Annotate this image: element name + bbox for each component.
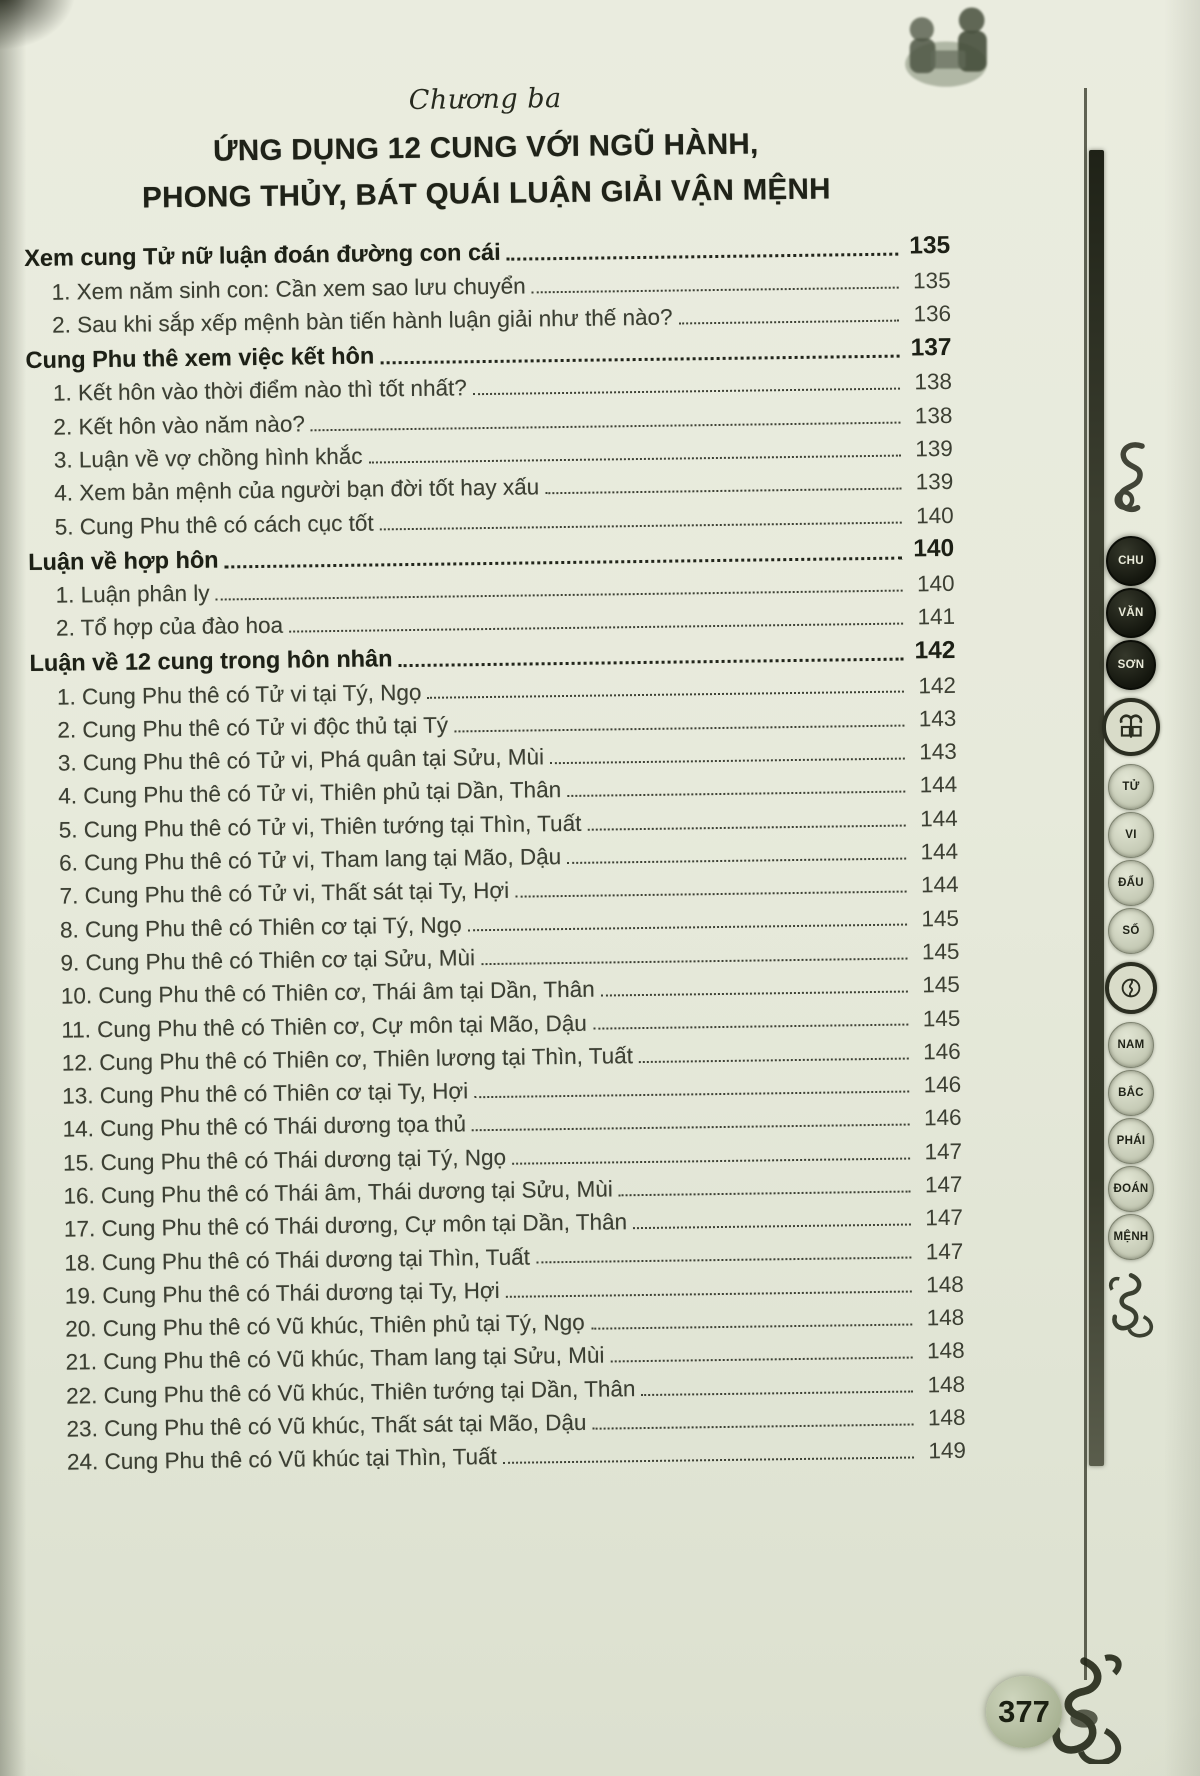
dot-leader	[567, 857, 906, 863]
chapter-label: Chương ba	[408, 82, 562, 116]
dot-leader	[481, 957, 907, 965]
toc-entry-label: 2. Sau khi sắp xếp mệnh bàn tiến hành luận giải như thế nào?	[51, 304, 673, 338]
toc-entry-label: 12. Cung Phu thê có Thiên cơ, Thiên lương tại Thìn, Tuất	[61, 1042, 634, 1076]
toc-entry-label: 9. Cung Phu thê có Thiên cơ tại Sửu, Mùi	[60, 945, 476, 976]
toc-entry-page: 148	[926, 1305, 965, 1331]
dot-leader	[532, 286, 899, 293]
toc-entry-label: 24. Cung Phu thê có Vũ khúc tại Thìn, Tuất	[66, 1444, 498, 1475]
scan-smudge	[0, 0, 86, 58]
toc-entry-page: 143	[918, 705, 957, 732]
dot-leader	[593, 1423, 914, 1429]
chapter-title-line-2: PHONG THỦY, BÁT QUÁI LUẬN GIẢI VẬN MỆNH	[141, 172, 831, 215]
toc-entry-label: 17. Cung Phu thê có Thái dương, Cự môn tại Dần, Thân	[63, 1209, 628, 1242]
toc-entry-page: 140	[916, 570, 955, 597]
toc-entry-label: 4. Xem bản mệnh của người bạn đời tốt hay xấu	[54, 474, 540, 507]
toc-entry-label: Luận về hợp hôn	[28, 546, 219, 575]
toc-entry-page: 135	[909, 232, 951, 260]
chapter-title	[23, 119, 950, 223]
chapter-title-line-1: ỨNG DỤNG 12 CUNG VỚI NGŨ HÀNH,	[212, 127, 759, 168]
spine-badge: TỬ	[1108, 764, 1154, 810]
toc-entry-page: 142	[914, 636, 956, 665]
dot-leader	[503, 1457, 914, 1464]
spine-badge: VI	[1108, 812, 1154, 858]
toc-entry-page: 139	[915, 469, 954, 495]
dot-leader	[545, 488, 901, 495]
toc-entry-page: 138	[914, 369, 953, 395]
dot-leader	[474, 1091, 909, 1099]
spine-badge: SƠN	[1106, 640, 1156, 690]
table-of-contents	[24, 225, 966, 1476]
dot-leader	[601, 991, 908, 997]
spine-badge: ĐẨU	[1108, 860, 1154, 906]
toc-page-content	[22, 78, 966, 1476]
toc-entry-page: 137	[910, 333, 952, 362]
toc-entry-label: 23. Cung Phu thê có Vũ khúc, Thất sát tại Mão, Dậu	[66, 1409, 587, 1442]
dot-leader	[639, 1057, 909, 1063]
dot-leader	[468, 924, 907, 932]
seal-icon	[1102, 698, 1160, 756]
toc-entry-page: 135	[912, 267, 951, 294]
toc-entry-label: 20. Cung Phu thê có Vũ khúc, Thiên phủ tại Tý, Ngọ	[65, 1309, 585, 1342]
dot-leader	[642, 1390, 914, 1396]
toc-entry-label: 3. Cung Phu thê có Tử vi, Phá quân tại Sửu, Mùi	[57, 744, 545, 776]
dot-leader	[610, 1357, 912, 1363]
figures-illustration	[878, 2, 1014, 96]
toc-entry-page: 144	[920, 838, 959, 865]
toc-entry-page: 147	[925, 1205, 964, 1231]
toc-entry-label: 22. Cung Phu thê có Vũ khúc, Thiên tướng tại Dần, Thân	[65, 1375, 636, 1409]
toc-entry-page: 147	[924, 1171, 963, 1198]
dot-leader	[512, 1157, 910, 1164]
toc-entry-label: 3. Luận về vợ chồng hình khắc	[53, 443, 363, 473]
toc-entry-label: Cung Phu thê xem việc kết hôn	[25, 342, 375, 374]
toc-entry-label: Xem cung Tử nữ luận đoán đường con cái	[24, 239, 501, 272]
spine-badge: ĐOÁN	[1108, 1166, 1154, 1212]
toc-entry-label: Luận về 12 cung trong hôn nhân	[29, 645, 393, 677]
toc-entry-page: 144	[920, 872, 959, 898]
spine-badge: BẮC	[1108, 1070, 1154, 1116]
toc-entry-label: 18. Cung Phu thê có Thái dương tại Thìn, Tuất	[64, 1244, 531, 1276]
toc-entry-label: 15. Cung Phu thê có Thái dương tại Tý, Ngọ	[62, 1144, 507, 1176]
toc-entry-label: 11. Cung Phu thê có Thiên cơ, Cự môn tại Mão, Dậu	[61, 1010, 587, 1043]
toc-entry-label: 6. Cung Phu thê có Tử vi, Tham lang tại Mão, Dậu	[58, 844, 562, 876]
toc-entry-page: 146	[923, 1071, 962, 1098]
toc-entry-label: 2. Tổ hợp của đào hoa	[55, 612, 284, 641]
toc-entry-label: 1. Xem năm sinh con: Cần xem sao lưu chuyển	[51, 273, 526, 305]
toc-entry-label: 21. Cung Phu thê có Vũ khúc, Tham lang tại Sửu, Mùi	[65, 1343, 605, 1376]
toc-entry-page: 148	[926, 1271, 964, 1298]
toc-entry-page: 148	[927, 1404, 966, 1431]
toc-entry-page: 145	[922, 1005, 961, 1031]
toc-entry-label: 4. Cung Phu thê có Tử vi, Thiên phủ tại Dần, Thân	[58, 777, 562, 810]
dot-leader	[550, 758, 905, 765]
dot-leader	[591, 1324, 912, 1330]
toc-entry-label: 7. Cung Phu thê có Tử vi, Thất sát tại Ty, Hợi	[59, 878, 510, 909]
dot-leader	[380, 521, 902, 530]
toc-entry-label: 5. Cung Phu thê có Tử vi, Thiên tướng tại Thìn, Tuất	[58, 810, 582, 843]
toc-entry-page: 142	[918, 672, 957, 698]
toc-entry-page: 140	[915, 502, 954, 529]
toc-entry-page: 148	[926, 1338, 965, 1364]
spine-line	[1084, 88, 1087, 1680]
dot-leader	[587, 824, 905, 830]
spine-badge: PHÁI	[1108, 1118, 1154, 1164]
toc-entry-label: 16. Cung Phu thê có Thái âm, Thái dương tại Sửu, Mùi	[63, 1176, 613, 1209]
page-number: 377	[998, 1694, 1050, 1729]
toc-entry-label: 8. Cung Phu thê có Thiên cơ tại Tý, Ngọ	[59, 911, 462, 943]
toc-entry-page: 145	[921, 938, 960, 965]
dot-leader	[507, 253, 899, 261]
series-badges-bottom	[1108, 1022, 1154, 1260]
spine-bar	[1089, 150, 1104, 1466]
toc-entry-label: 2. Cung Phu thê có Tử vi độc thủ tại Tý	[57, 712, 449, 743]
dot-leader	[633, 1224, 911, 1230]
spine-badge-column	[1103, 428, 1159, 1344]
toc-entry-page: 145	[921, 905, 960, 931]
seal-icon	[1105, 962, 1157, 1014]
toc-entry-label: 1. Cung Phu thê có Tử vi tại Tý, Ngọ	[56, 679, 422, 710]
toc-entry-page: 141	[917, 604, 956, 630]
dot-leader	[536, 1257, 911, 1264]
toc-entry-label: 1. Luận phân ly	[55, 580, 210, 608]
spine-badge: VĂN	[1106, 588, 1156, 638]
toc-entry-label: 10. Cung Phu thê có Thiên cơ, Thái âm tại Dần, Thân	[60, 976, 595, 1009]
dot-leader	[567, 791, 905, 797]
spine-badge: CHU	[1106, 536, 1156, 586]
toc-entry-page: 145	[922, 972, 960, 998]
toc-entry-page: 144	[919, 805, 958, 832]
dot-leader	[472, 1124, 910, 1132]
toc-entry-page: 140	[913, 535, 955, 563]
dragon-icon	[1109, 428, 1153, 528]
author-badges	[1106, 536, 1156, 690]
toc-entry-page: 147	[924, 1138, 963, 1165]
dot-leader	[593, 1024, 908, 1030]
dot-leader	[506, 1290, 912, 1297]
toc-entry-page: 139	[915, 435, 953, 462]
dragon-icon	[1104, 1266, 1158, 1344]
dot-leader	[369, 455, 901, 464]
spine-badge: NAM	[1108, 1022, 1154, 1068]
toc-entry-page: 136	[913, 301, 952, 327]
toc-entry-label: 19. Cung Phu thê có Thái dương tại Ty, Hợi	[64, 1277, 500, 1309]
toc-entry-page: 138	[914, 402, 953, 429]
toc-entry-page: 149	[928, 1438, 967, 1464]
toc-entry-label: 1. Kết hôn vào thời điểm nào thì tốt nhất?	[52, 375, 467, 407]
dot-leader	[619, 1190, 911, 1196]
series-badges-top	[1108, 764, 1154, 954]
toc-entry-page: 148	[927, 1371, 966, 1398]
toc-entry-page: 144	[919, 772, 958, 798]
page-number-badge	[986, 1676, 1062, 1748]
toc-entry-page: 147	[925, 1238, 964, 1264]
spine-badge: SỐ	[1108, 908, 1154, 954]
toc-entry-page: 143	[919, 739, 957, 765]
toc-entry-label: 14. Cung Phu thê có Thái dương tọa thủ	[62, 1111, 467, 1143]
spine-badge: MỆNH	[1108, 1214, 1154, 1260]
dot-leader	[679, 320, 899, 325]
toc-entry-page: 146	[922, 1038, 961, 1065]
dot-leader	[515, 891, 906, 898]
toc-entry-label: 5. Cung Phu thê có cách cục tốt	[54, 510, 374, 540]
dot-leader	[427, 691, 904, 699]
dot-leader	[473, 388, 900, 396]
dot-leader	[454, 724, 904, 732]
toc-entry-page: 146	[923, 1105, 962, 1131]
toc-entry-label: 13. Cung Phu thê có Thiên cơ tại Ty, Hợi	[62, 1078, 469, 1109]
toc-entry-label: 2. Kết hôn vào năm nào?	[53, 411, 306, 440]
